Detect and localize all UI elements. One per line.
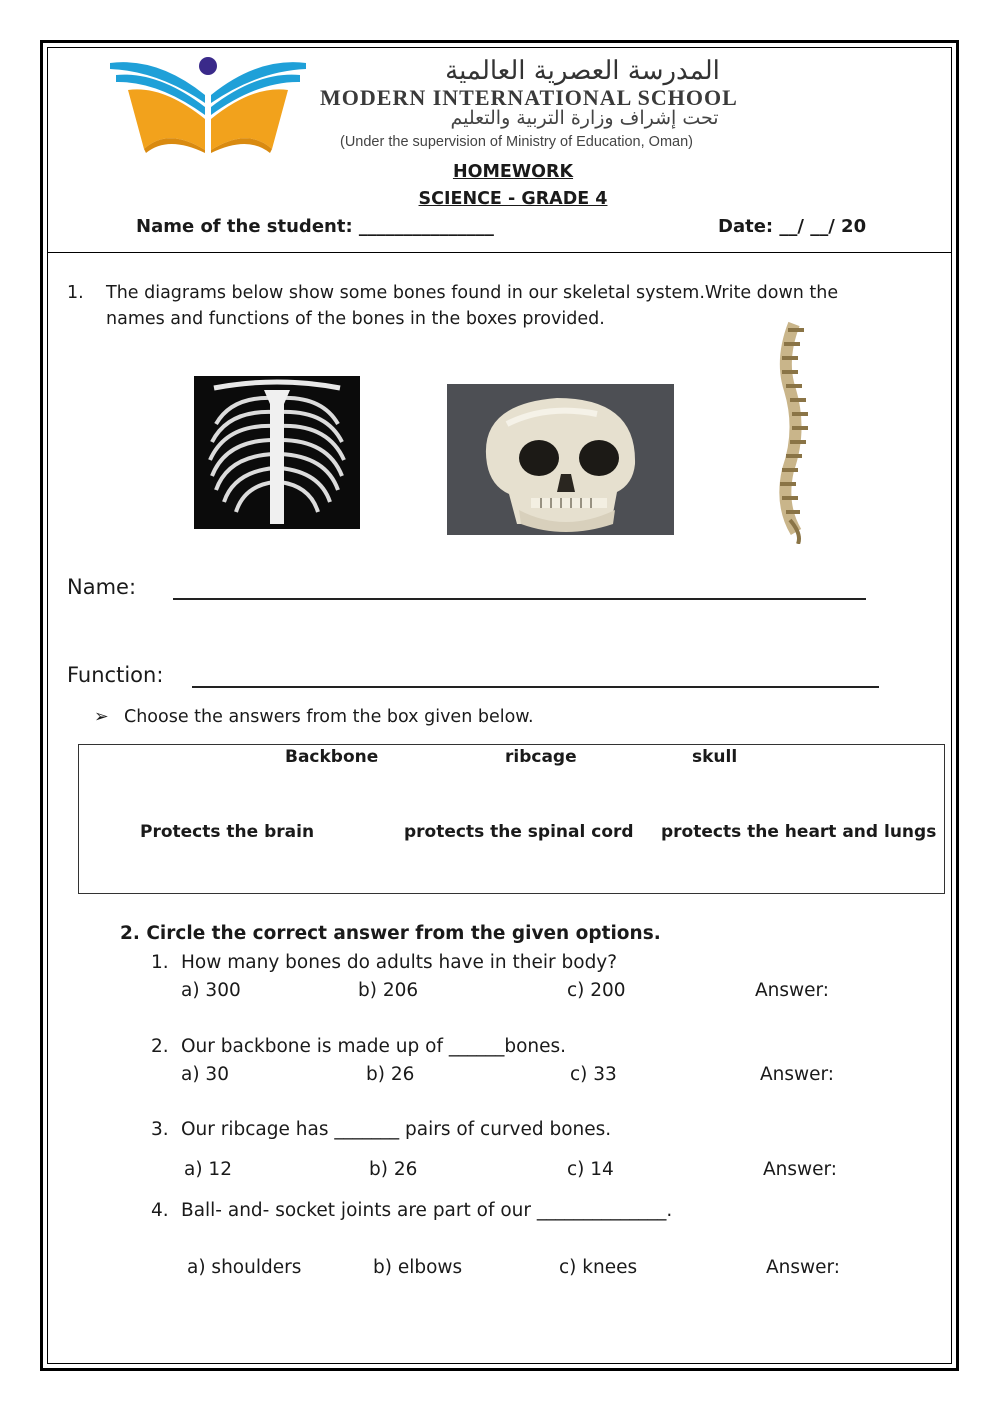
q2-item3-option-b[interactable]: b) 26 (369, 1159, 418, 1180)
name-label: Name: (67, 575, 137, 599)
word-bank-function-heart-lungs: protects the heart and lungs (661, 822, 937, 842)
question1-number: 1. (67, 283, 84, 303)
skull-image (447, 384, 674, 535)
q2-item2-number: 2. (151, 1036, 169, 1057)
q2-item3-option-c[interactable]: c) 14 (567, 1159, 614, 1180)
school-name-english: MODERN INTERNATIONAL SCHOOL (320, 85, 738, 110)
q2-item4-option-c[interactable]: c) knees (559, 1257, 638, 1278)
word-bank-ribcage: ribcage (505, 747, 577, 767)
word-bank-skull: skull (692, 747, 738, 767)
subject-title: SCIENCE - GRADE 4 (418, 189, 608, 209)
q2-item4-text: Ball- and- socket joints are part of our ______________. (181, 1200, 673, 1221)
arrow-bullet-icon: ➢ (94, 707, 109, 727)
q2-item4-option-b[interactable]: b) elbows (373, 1257, 463, 1278)
student-name-field[interactable]: Name of the student: _______________ (136, 216, 494, 237)
header-divider (47, 252, 952, 253)
homework-title: HOMEWORK (452, 162, 574, 182)
q2-item1-option-b[interactable]: b) 206 (358, 980, 419, 1001)
word-bank-function-brain: Protects the brain (140, 822, 315, 842)
q2-item4-number: 4. (151, 1200, 169, 1221)
question1-line2: names and functions of the bones in the boxes provided. (106, 309, 605, 329)
q2-item2-option-a[interactable]: a) 30 (181, 1064, 229, 1085)
q2-item2-text: Our backbone is made up of ______bones. (181, 1036, 567, 1057)
q2-item1-option-c[interactable]: c) 200 (567, 980, 626, 1001)
question1-line1: The diagrams below show some bones found in our skeletal system.Write down the (106, 283, 839, 303)
q2-item2-answer[interactable]: Answer: (760, 1064, 835, 1085)
word-bank-function-spinal-cord: protects the spinal cord (404, 822, 634, 842)
q2-item4-option-a[interactable]: a) shoulders (187, 1257, 302, 1278)
q2-item1-number: 1. (151, 952, 169, 973)
q2-item1-option-a[interactable]: a) 300 (181, 980, 241, 1001)
question2-heading: 2. Circle the correct answer from the given options. (120, 923, 661, 944)
supervision-arabic: تحت إشراف وزارة التربية والتعليم (450, 107, 719, 129)
q2-item3-text: Our ribcage has _______ pairs of curved bones. (181, 1119, 612, 1140)
q2-item3-option-a[interactable]: a) 12 (184, 1159, 232, 1180)
school-logo (108, 55, 308, 155)
supervision-english: (Under the supervision of Ministry of Education, Oman) (340, 134, 693, 150)
name-answer-line[interactable] (173, 598, 866, 600)
q2-item2-option-b[interactable]: b) 26 (366, 1064, 415, 1085)
school-name-arabic: المدرسة العصرية العالمية (445, 56, 720, 86)
backbone-image (768, 320, 816, 544)
date-field[interactable]: Date: __/ __/ 20 (718, 216, 867, 237)
q2-item3-answer[interactable]: Answer: (763, 1159, 838, 1180)
word-bank-backbone: Backbone (285, 747, 379, 767)
ribcage-image (194, 376, 360, 529)
q2-item2-option-c[interactable]: c) 33 (570, 1064, 617, 1085)
q2-item3-number: 3. (151, 1119, 169, 1140)
q2-item1-text: How many bones do adults have in their body? (181, 952, 618, 973)
q2-item1-answer[interactable]: Answer: (755, 980, 830, 1001)
instruction-text: Choose the answers from the box given below. (124, 707, 534, 727)
function-label: Function: (67, 663, 164, 687)
q2-item4-answer[interactable]: Answer: (766, 1257, 841, 1278)
function-answer-line[interactable] (192, 686, 879, 688)
